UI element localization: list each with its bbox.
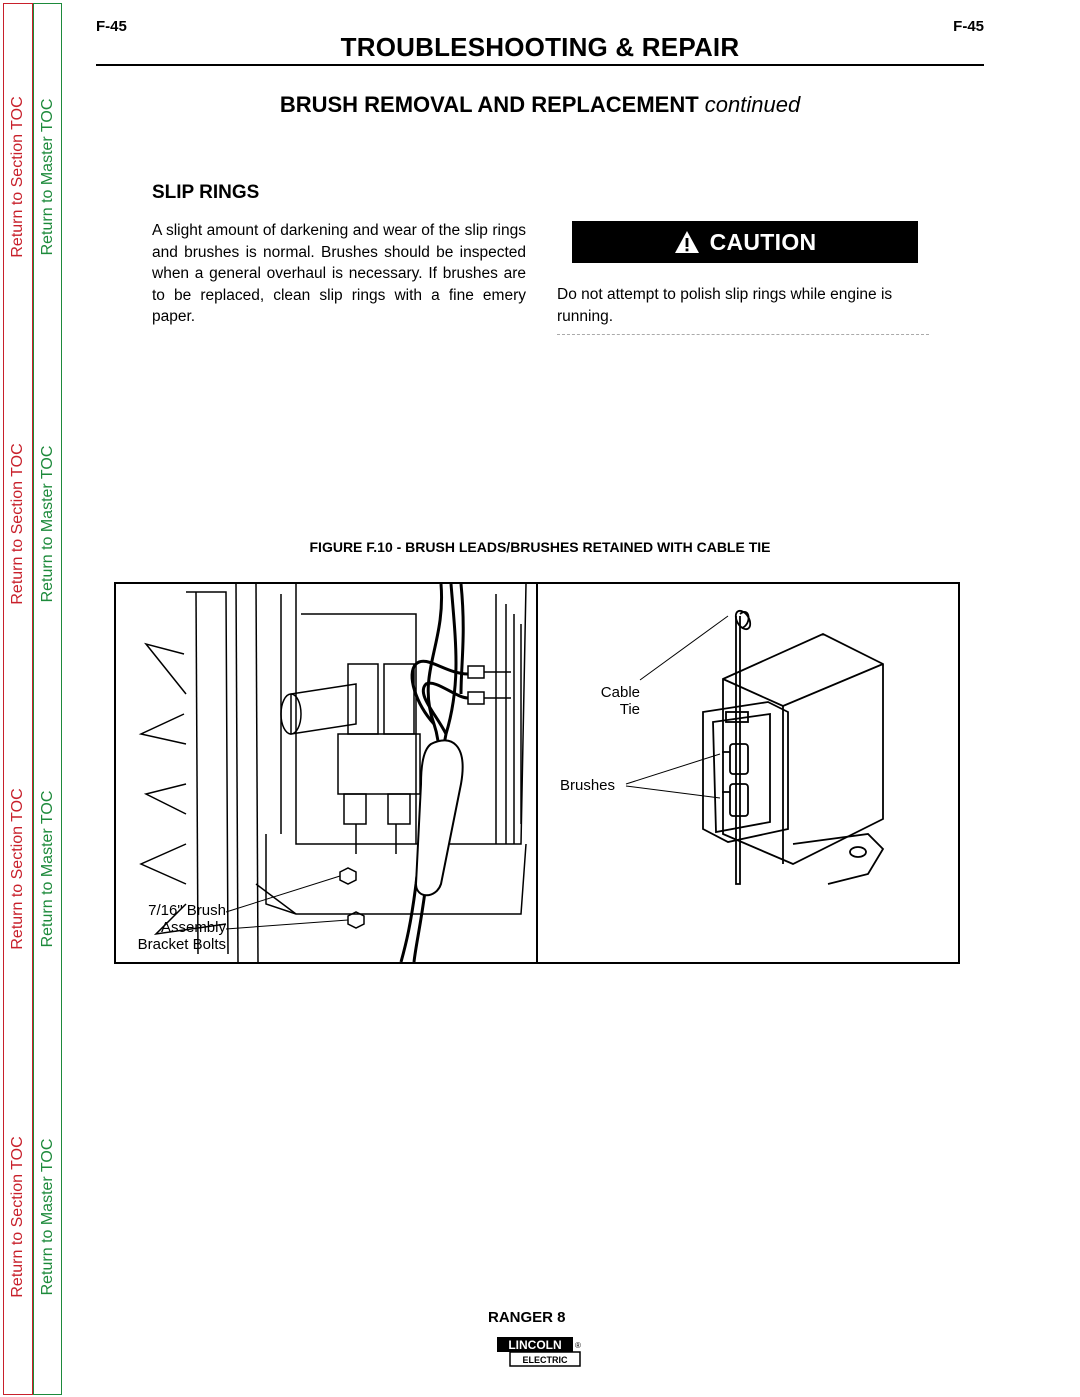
svg-text:®: ® (575, 1341, 581, 1350)
page-number-right: F-45 (953, 18, 984, 35)
bracket-bolts-label-line3: Bracket Bolts (137, 936, 226, 953)
cable-tie-label (592, 684, 640, 718)
lincoln-electric-logo (496, 1336, 584, 1368)
page-title: TROUBLESHOOTING & REPAIR (340, 32, 740, 62)
svg-text:ELECTRIC: ELECTRIC (522, 1355, 568, 1365)
return-to-master-toc-link[interactable]: Return to Master TOC (38, 1138, 56, 1296)
section-title-main: BRUSH REMOVAL AND REPLACEMENT (279, 92, 699, 117)
caution-banner (572, 221, 918, 263)
slip-rings-heading: SLIP RINGS (152, 182, 260, 203)
caution-label: CAUTION (709, 228, 817, 255)
return-to-section-toc-link[interactable]: Return to Section TOC (9, 96, 26, 258)
slip-rings-body: A slight amount of darkening and wear of the slip rings and brushes is normal. Brushes should be inspected when a general overhaul is necessary. If brushes are to be replaced, clean slip rings with a fine emery paper. (152, 222, 526, 325)
bracket-bolts-label-line1: 7/16" Brush (148, 902, 226, 919)
caution-divider (557, 334, 929, 335)
model-name: RANGER 8 (488, 1309, 566, 1326)
return-to-master-toc-link[interactable]: Return to Master TOC (38, 790, 56, 948)
figure-caption: FIGURE F.10 - BRUSH LEADS/BRUSHES RETAINED WITH CABLE TIE (309, 539, 771, 555)
return-to-section-toc-link[interactable]: Return to Section TOC (9, 1136, 26, 1298)
bracket-bolts-label (116, 902, 226, 953)
page-number-left: F-45 (96, 18, 127, 35)
caution-text: Do not attempt to polish slip rings while engine is running. (557, 286, 893, 325)
warning-triangle-icon (674, 230, 700, 254)
return-to-master-toc-link[interactable]: Return to Master TOC (38, 98, 56, 256)
return-to-section-toc-link[interactable]: Return to Section TOC (9, 788, 26, 950)
section-title-suffix: continued (704, 92, 801, 117)
section-toc-column (3, 3, 33, 1395)
brushes-label: Brushes (560, 777, 616, 794)
section-title (96, 92, 984, 118)
cable-tie-label-line1: Cable (600, 684, 640, 701)
master-toc-column (33, 3, 62, 1395)
return-to-section-toc-link[interactable]: Return to Section TOC (9, 443, 26, 605)
brush-holder-illustration (538, 584, 958, 962)
cable-tie-label-line2: Tie (619, 701, 640, 718)
svg-text:LINCOLN: LINCOLN (508, 1338, 562, 1352)
bracket-bolts-label-line2: Assembly (160, 919, 226, 936)
header-divider (96, 64, 984, 66)
return-to-master-toc-link[interactable]: Return to Master TOC (38, 445, 56, 603)
